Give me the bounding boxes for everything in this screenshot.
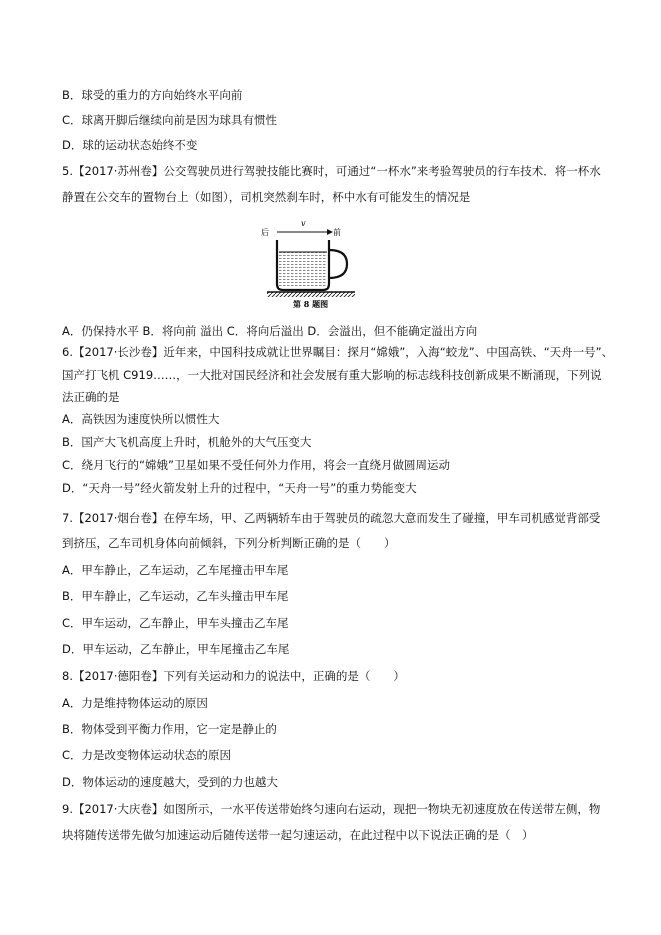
q5-stem-line2: 静置在公交车的置物台上（如图），司机突然刹车时，杯中水有可能发生的情况是 xyxy=(62,190,471,204)
q8-option-a: A．力是维持物体运动的原因 xyxy=(62,696,208,710)
q6-stem-line1: 6.【2017·长沙卷】近年来，中国科技成就让世界瞩目：探月“嫦娥”，入海“蛟龙”、中国高铁、“天舟一号”、 xyxy=(62,345,614,359)
shelf-hatching xyxy=(267,292,355,297)
q5-options: A．仍保持水平 B．将向前 溢出 C．将向后溢出 D．会溢出，但不能确定溢出方向 xyxy=(62,324,478,338)
q7-option-c: C．甲车运动，乙车静止，甲车头撞击乙车尾 xyxy=(62,616,289,630)
figure-label-back: 后 xyxy=(261,228,269,237)
q8-option-c: C．力是改变物体运动状态的原因 xyxy=(62,748,232,762)
q5-stem-line1: 5.【2017·苏州卷】公交驾驶员进行驾驶技能比赛时，可通过“一杯水”来考验驾驶员的行车技术．将一杯水 xyxy=(62,164,601,178)
q7-option-a: A．甲车静止，乙车运动，乙车尾撞击甲车尾 xyxy=(62,563,289,577)
q7-option-b: B．甲车静止，乙车运动，乙车头撞击甲车尾 xyxy=(62,589,289,603)
figure-label-v: v xyxy=(301,219,306,228)
figure-caption: 第 8 题图 xyxy=(293,299,329,308)
q6-option-b: B．国产大飞机高度上升时，机舱外的大气压变大 xyxy=(62,435,312,449)
q4-option-b: B．球受的重力的方向始终水平向前 xyxy=(62,88,243,102)
water-in-cup xyxy=(279,252,327,288)
cup-handle xyxy=(329,250,347,278)
q7-option-d: D．甲车运动，乙车静止，甲车尾撞击乙车尾 xyxy=(62,642,290,656)
cup-figure-drawing xyxy=(255,218,365,308)
q8-option-b: B．物体受到平衡力作用，它一定是静止的 xyxy=(62,722,277,736)
q9-stem-line1: 9.【2017·大庆卷】如图所示，一水平传送带始终匀速向右运动，现把一物块无初速度放在传送带左侧，物 xyxy=(62,802,601,816)
q6-option-d: D．“天舟一号”经火箭发射上升的过程中，“天舟一号”的重力势能变大 xyxy=(62,481,417,495)
q6-option-c: C．绕月飞行的“嫦娥”卫星如果不受任何外力作用，将会一直绕月做圆周运动 xyxy=(62,458,450,472)
q6-stem-line3: 法正确的是 xyxy=(62,390,120,404)
q7-stem-line1: 7.【2017·烟台卷】在停车场，甲、乙两辆轿车由于驾驶员的疏忽大意而发生了碰撞，甲车司机感觉背部受 xyxy=(62,511,601,525)
q4-option-c: C．球离开脚后继续向前是因为球具有惯性 xyxy=(62,113,278,127)
q8-option-d: D．物体运动的速度越大，受到的力也越大 xyxy=(62,775,278,789)
q6-option-a: A．高铁因为速度快所以惯性大 xyxy=(62,412,220,426)
q4-option-d: D．球的运动状态始终不变 xyxy=(62,138,198,152)
q7-stem-line2: 到挤压，乙车司机身体向前倾斜，下列分析判断正确的是（ ） xyxy=(62,536,396,550)
q8-stem: 8.【2017·德阳卷】下列有关运动和力的说法中，正确的是（ ） xyxy=(62,669,405,683)
q9-stem-line2: 块将随传送带先做匀加速运动后随传送带一起匀速运动，在此过程中以下说法正确的是（ ） xyxy=(62,828,534,842)
q5-figure-cup-on-bus xyxy=(255,218,365,308)
figure-label-front: 前 xyxy=(333,228,341,237)
q6-stem-line2: 国产打飞机 C919……，一大批对国民经济和社会发展有重大影响的标志线科技创新成果不断涌现，下列说 xyxy=(62,368,602,382)
